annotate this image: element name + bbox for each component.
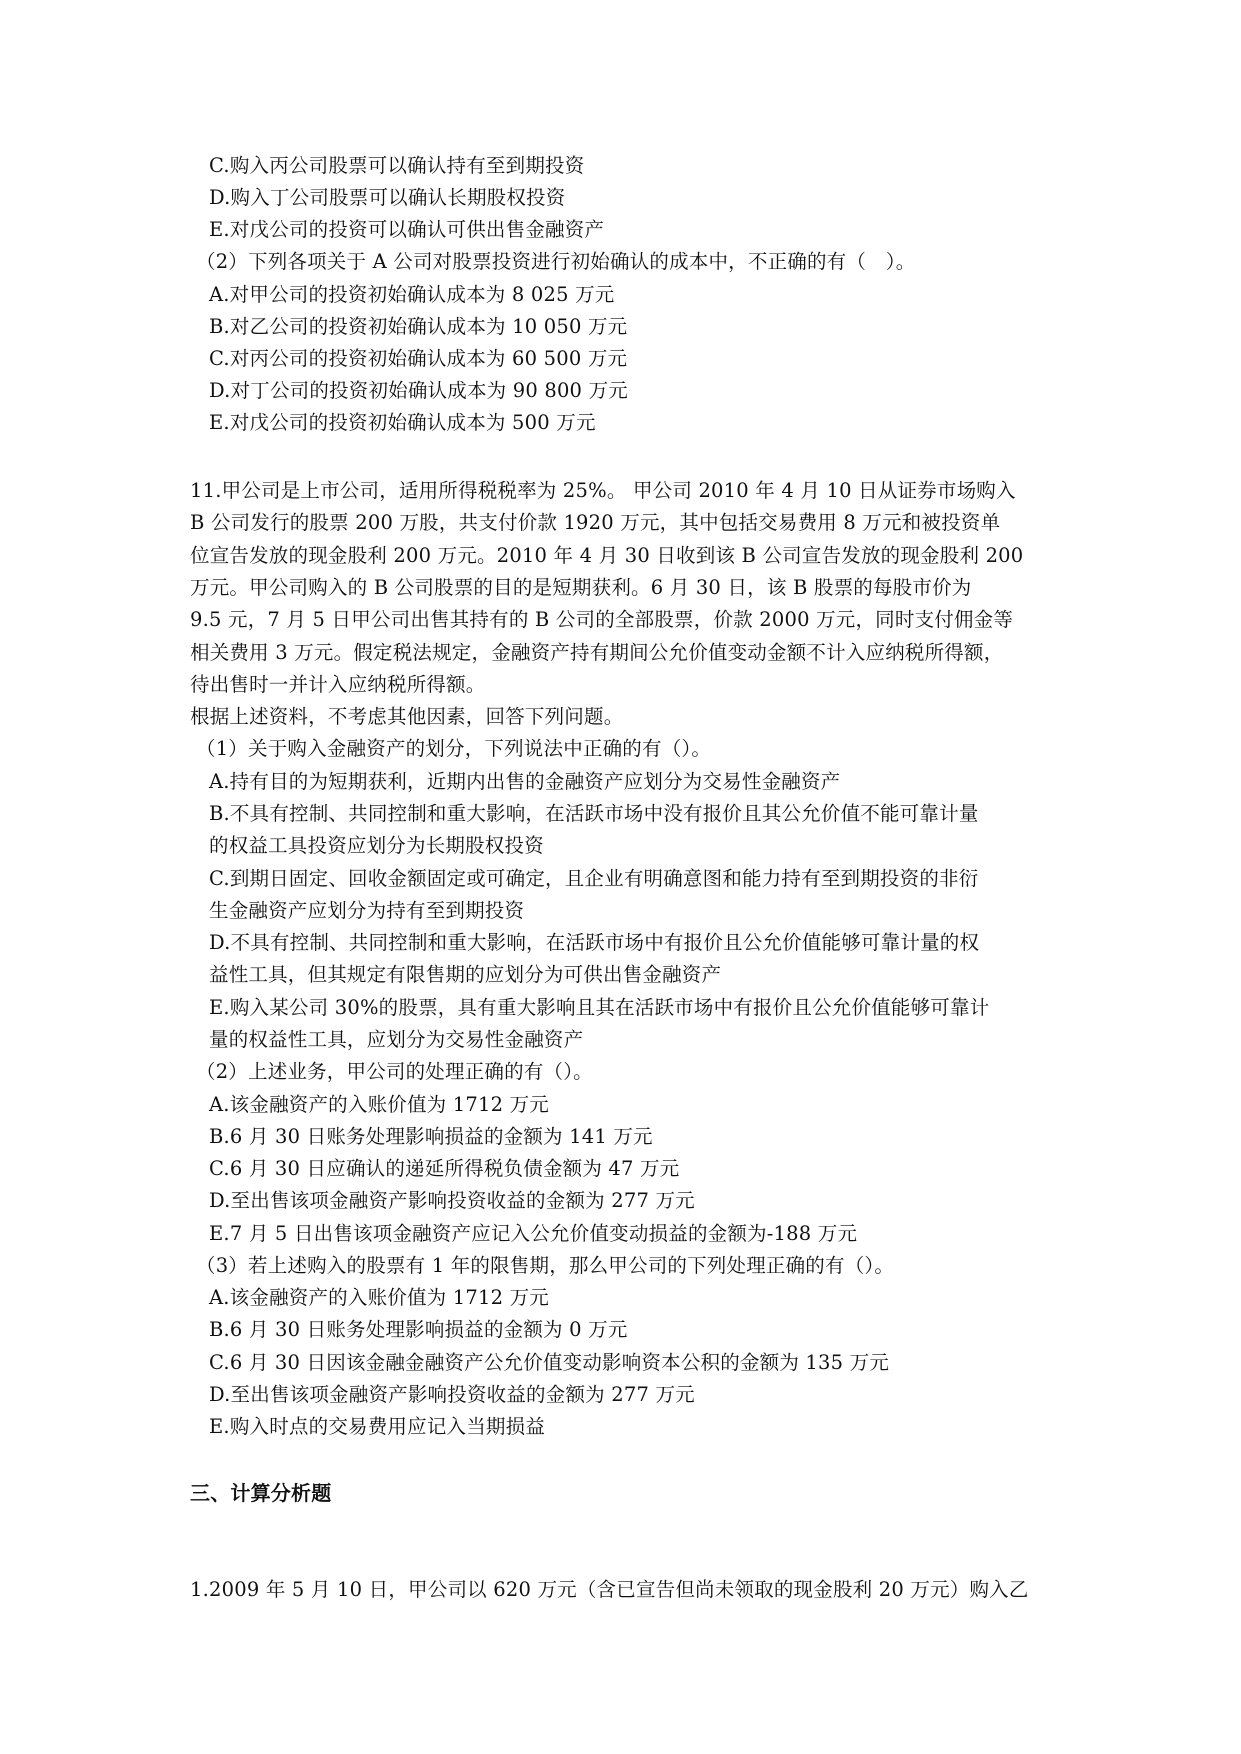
q11-sub1-line: A.持有目的为短期获利，近期内出售的金融资产应划分为交易性金融资产	[209, 770, 841, 793]
q11-sub1-line: 益性工具，但其规定有限售期的应划分为可供出售金融资产	[209, 963, 722, 986]
q11-sub2-question: （2）上述业务，甲公司的处理正确的有（）。	[196, 1060, 593, 1083]
q11-sub1-line: B.不具有控制、共同控制和重大影响，在活跃市场中没有报价且其公允价值不能可靠计量	[209, 802, 979, 825]
q11-sub1-line: 生金融资产应划分为持有至到期投资	[209, 899, 525, 922]
q11-sub3-option: D.至出售该项金融资产影响投资收益的金额为 277 万元	[209, 1383, 695, 1406]
q11-sub2-option: D.至出售该项金融资产影响投资收益的金额为 277 万元	[209, 1189, 695, 1212]
q11-sub3-option: E.购入时点的交易费用应记入当期损益	[209, 1415, 546, 1438]
q11-sub1-line: 的权益工具投资应划分为长期股权投资	[209, 834, 544, 857]
q10-option-e: E.对戊公司的投资可以确认可供出售金融资产	[209, 218, 605, 241]
q11-sub3-option: C.6 月 30 日因该金融金融资产公允价值变动影响资本公积的金额为 135 万元	[209, 1351, 890, 1374]
section3-q1-line: 1.2009 年 5 月 10 日，甲公司以 620 万元（含已宣告但尚未领取的现金股利 20 万元）购入乙	[190, 1578, 1029, 1601]
q10-option-c: C.购入丙公司股票可以确认持有至到期投资	[209, 154, 585, 177]
q11-stem-line: 11.甲公司是上市公司，适用所得税税率为 25%。 甲公司 2010 年 4 月 10 日从证券市场购入	[190, 479, 1016, 502]
q10-sub2-option-a: A.对甲公司的投资初始确认成本为 8 025 万元	[209, 283, 615, 306]
q11-sub2-option: B.6 月 30 日账务处理影响损益的金额为 141 万元	[209, 1125, 653, 1148]
q11-sub1-line: C.到期日固定、回收金额固定或可确定，且企业有明确意图和能力持有至到期投资的非衍	[209, 867, 979, 890]
q11-sub2-option: E.7 月 5 日出售该项金融资产应记入公允价值变动损益的金额为-188 万元	[209, 1222, 858, 1245]
q11-stem-line: 待出售时一并计入应纳税所得额。	[190, 673, 486, 696]
q11-sub3-option: A.该金融资产的入账价值为 1712 万元	[209, 1286, 550, 1309]
q11-sub1-line: 量的权益性工具，应划分为交易性金融资产	[209, 1028, 584, 1051]
q10-sub2-option-c: C.对丙公司的投资初始确认成本为 60 500 万元	[209, 347, 628, 370]
q10-sub2-question: （2）下列各项关于 A 公司对股票投资进行初始确认的成本中，不正确的有（ ）。	[196, 250, 916, 273]
q10-option-d: D.购入丁公司股票可以确认长期股权投资	[209, 186, 566, 209]
section-heading: 三、计算分析题	[190, 1481, 332, 1505]
q10-sub2-option-d: D.对丁公司的投资初始确认成本为 90 800 万元	[209, 379, 628, 402]
q11-stem-line: B 公司发行的股票 200 万股，共支付价款 1920 万元，其中包括交易费用 8 万元和被投资单	[190, 511, 1001, 534]
q10-sub2-option-e: E.对戊公司的投资初始确认成本为 500 万元	[209, 411, 596, 434]
q11-sub2-option: A.该金融资产的入账价值为 1712 万元	[209, 1093, 550, 1116]
q10-sub2-option-b: B.对乙公司的投资初始确认成本为 10 050 万元	[209, 315, 628, 338]
q11-sub3-question: （3）若上述购入的股票有 1 年的限售期，那么甲公司的下列处理正确的有（）。	[196, 1254, 895, 1277]
q11-sub1-line: E.购入某公司 30%的股票，具有重大影响且其在活跃市场中有报价且公允价值能够可靠计	[209, 996, 990, 1019]
q11-stem-line: 位宣告发放的现金股利 200 万元。2010 年 4 月 30 日收到该 B 公司宣告发放的现金股利 200	[190, 544, 1024, 567]
q11-sub1-question: （1）关于购入金融资产的划分，下列说法中正确的有（）。	[196, 737, 712, 760]
q11-sub2-option: C.6 月 30 日应确认的递延所得税负债金额为 47 万元	[209, 1157, 680, 1180]
q11-instruction: 根据上述资料，不考虑其他因素，回答下列问题。	[190, 705, 624, 728]
q11-sub3-option: B.6 月 30 日账务处理影响损益的金额为 0 万元	[209, 1318, 628, 1341]
q11-stem-line: 9.5 元，7 月 5 日甲公司出售其持有的 B 公司的全部股票，价款 2000 万元，同时支付佣金等	[190, 608, 1014, 631]
q11-sub1-line: D.不具有控制、共同控制和重大影响，在活跃市场中有报价且公允价值能够可靠计量的权	[209, 931, 980, 954]
q11-stem-line: 万元。甲公司购入的 B 公司股票的目的是短期获利。6 月 30 日，该 B 股票的每股市价为	[190, 576, 972, 599]
q11-stem-line: 相关费用 3 万元。假定税法规定，金融资产持有期间公允价值变动金额不计入应纳税所得额，	[190, 641, 1004, 664]
